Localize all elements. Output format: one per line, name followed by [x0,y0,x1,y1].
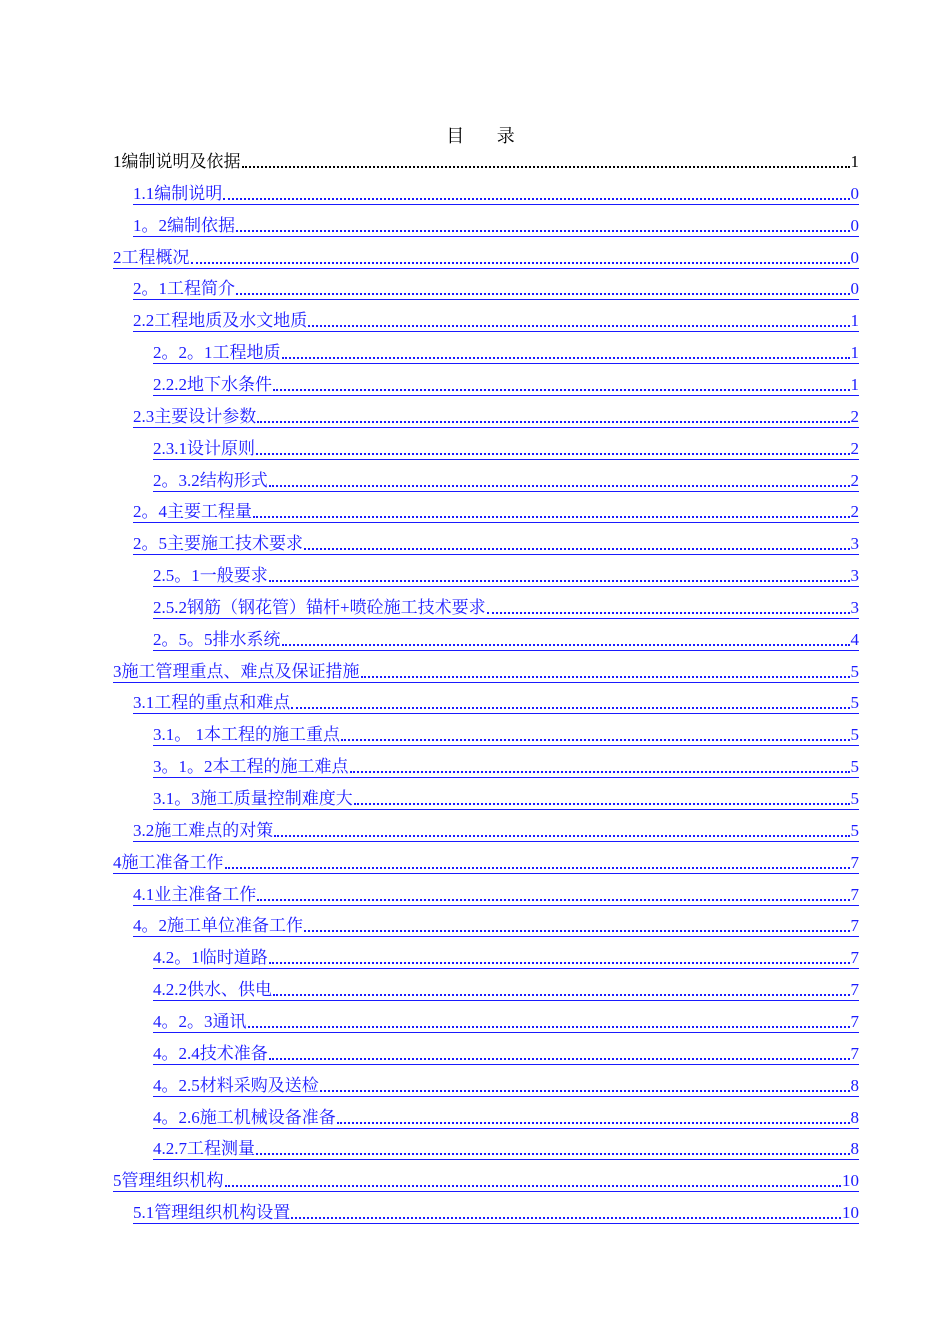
toc-entry-title: 4。2施工单位准备工作 [133,916,303,936]
toc-entry-page-number: 7 [850,1043,859,1063]
toc-entry-title: 1。2编制依据 [133,215,235,235]
toc-entry-title: 1.1编制说明 [133,183,223,203]
toc-entry-page-number: 10 [842,1203,859,1223]
toc-dot-leader [487,606,850,614]
toc-entry[interactable] [133,307,859,332]
toc-entry-title: 2.5.2钢筋（钢花管）锚杆+喷砼施工技术要求 [153,597,486,617]
toc-entry-page-number: 3 [850,566,859,586]
toc-entry[interactable] [153,753,859,778]
toc-dot-leader [253,510,850,518]
toc-dot-leader [257,893,849,901]
toc-entry-title: 2.3主要设计参数 [133,406,257,426]
toc-dot-leader [236,287,850,295]
toc-entry[interactable] [133,530,859,555]
toc-entry-title: 2.3.1设计原则 [153,438,255,458]
toc-entry-page-number: 7 [850,1011,859,1031]
toc-dot-leader [248,1020,850,1028]
toc-entry[interactable] [133,689,859,714]
toc-entry-title: 3.1。 1本工程的施工重点 [153,725,340,745]
toc-entry-title: 5.1管理组织机构设置 [133,1203,291,1223]
toc-entry[interactable] [153,371,859,396]
toc-entry-title: 4。2.4技术准备 [153,1043,268,1063]
toc-entry[interactable] [113,849,859,874]
toc-entry-page-number: 4 [850,629,859,649]
toc-dot-leader [256,1147,850,1155]
toc-entry[interactable] [133,498,859,523]
toc-entry[interactable] [113,658,859,683]
toc-entry[interactable] [133,881,859,906]
toc-entry[interactable] [153,721,859,746]
toc-dot-leader [361,670,850,678]
toc-entry-page-number: 3 [850,597,859,617]
toc-entry-title: 2。3.2结构形式 [153,470,268,490]
toc-entry-page-number: 10 [842,1171,859,1191]
toc-entry[interactable] [133,912,859,937]
toc-entry[interactable] [113,1167,859,1192]
toc-entry-title: 3。1。2本工程的施工难点 [153,757,349,777]
toc-dot-leader [256,447,850,455]
toc-dot-leader [269,574,850,582]
toc-dot-leader [282,638,850,646]
toc-entry-title: 4施工准备工作 [113,852,224,872]
toc-entry[interactable] [153,626,859,651]
toc-entry [113,148,859,172]
toc-entry[interactable] [153,435,859,460]
toc-entry[interactable] [153,976,859,1001]
toc-entry-title: 4.2.2供水、供电 [153,980,272,1000]
toc-entry-page-number: 1 [850,311,859,331]
toc-entry[interactable] [153,1008,859,1033]
toc-entry[interactable] [133,1199,859,1224]
toc-entry-title: 4.1业主准备工作 [133,884,257,904]
toc-dot-leader [191,256,850,264]
toc-entry-title: 3.1。3施工质量控制难度大 [153,789,353,808]
toc-dot-leader [236,224,850,232]
toc-entry-page-number: 5 [850,789,859,808]
toc-entry[interactable] [153,562,859,587]
toc-entry-page-number: 5 [850,693,859,713]
toc-entry-title: 2.2工程地质及水文地质 [133,311,308,331]
toc-entry-title: 2.5。1一般要求 [153,566,268,586]
toc-entry-page-number: 8 [850,1139,859,1159]
toc-dot-leader [257,415,849,423]
toc-title: 目 录 [446,126,529,146]
toc-dot-leader [282,351,850,359]
toc-entry-page-number: 5 [850,661,859,681]
toc-entry[interactable] [133,212,859,237]
toc-dot-leader [269,956,850,964]
toc-entry[interactable] [133,403,859,428]
toc-entry[interactable] [153,1104,859,1129]
toc-entry-page-number: 8 [850,1107,859,1127]
toc-dot-leader [273,988,850,996]
toc-entry-page-number: 2 [850,406,859,426]
toc-entry-page-number: 5 [850,757,859,777]
toc-entry-title: 3.1工程的重点和难点 [133,693,291,713]
toc-dot-leader [304,924,850,932]
toc-entry[interactable] [153,594,859,619]
toc-entry-title: 3.2施工难点的对策 [133,820,274,840]
toc-entry-title: 2。5。5排水系统 [153,629,281,649]
toc-dot-leader [273,383,850,391]
toc-entry-title: 2。5主要施工技术要求 [133,534,303,554]
toc-entry[interactable] [133,275,859,300]
toc-entry-title: 4.2。1临时道路 [153,948,268,968]
toc-dot-leader [304,542,850,550]
toc-entry[interactable] [133,180,859,205]
toc-entry-page-number: 3 [850,534,859,554]
toc-entry[interactable] [153,339,859,364]
toc-entry-title: 4。2.5材料采购及送检 [153,1075,319,1095]
toc-entry-page-number: 1 [850,374,859,394]
toc-entry-page-number: 0 [850,215,859,235]
toc-entry-title: 2.2.2地下水条件 [153,374,272,394]
toc-entry-page-number: 7 [850,916,859,936]
toc-entry-title: 4。2.6施工机械设备准备 [153,1107,336,1127]
toc-dot-leader [291,1211,841,1219]
toc-entry-title: 2。4主要工程量 [133,502,252,522]
toc-entry-page-number: 1 [850,152,859,171]
toc-entry-title: 2。2。1工程地质 [153,343,281,363]
toc-entry-title: 5管理组织机构 [113,1171,224,1191]
toc-entry-page-number: 7 [850,980,859,1000]
toc-dot-leader [291,701,849,709]
toc-dot-leader [242,160,850,168]
toc-entry-page-number: 0 [850,247,859,267]
toc-entry-page-number: 2 [850,470,859,490]
toc-dot-leader [225,861,850,869]
toc-entry-title: 3施工管理重点、难点及保证措施 [113,661,360,681]
toc-entry-title: 2。1工程简介 [133,279,235,299]
toc-entry-page-number: 5 [850,820,859,840]
toc-entry[interactable] [113,244,859,269]
toc-entry-title: 2工程概况 [113,247,190,267]
toc-dot-leader [225,1179,842,1187]
toc-entry-page-number: 0 [850,279,859,299]
toc-dot-leader [223,192,849,200]
toc-entry[interactable] [153,467,859,492]
toc-dot-leader [341,733,850,741]
toc-dot-leader [269,479,850,487]
toc-entry-page-number: 7 [850,948,859,968]
toc-dot-leader [308,319,849,327]
toc-entry-page-number: 7 [850,852,859,872]
toc-entry-page-number: 8 [850,1075,859,1095]
toc-entry[interactable] [153,1072,859,1097]
toc-dot-leader [320,1084,850,1092]
toc-entry[interactable] [153,1135,859,1160]
toc-entry[interactable] [133,817,859,842]
toc-entry-title: 4.2.7工程测量 [153,1139,255,1159]
toc-entry-page-number: 2 [850,502,859,522]
toc-entry-title: 4。2。3通讯 [153,1011,247,1031]
toc-dot-leader [269,1052,850,1060]
toc-entry-title: 1编制说明及依据 [113,152,241,171]
toc-dot-leader [354,797,850,805]
toc-dot-leader [337,1116,850,1124]
toc-dot-leader [274,829,849,837]
toc-entry[interactable] [153,1040,859,1065]
toc-entry[interactable] [153,944,859,969]
toc-entry[interactable] [153,785,859,810]
toc-entry-page-number: 2 [850,438,859,458]
toc-entry-page-number: 5 [850,725,859,745]
toc-entry-page-number: 0 [850,183,859,203]
toc-entry-page-number: 7 [850,884,859,904]
toc-dot-leader [350,765,850,773]
toc-entry-page-number: 1 [850,343,859,363]
